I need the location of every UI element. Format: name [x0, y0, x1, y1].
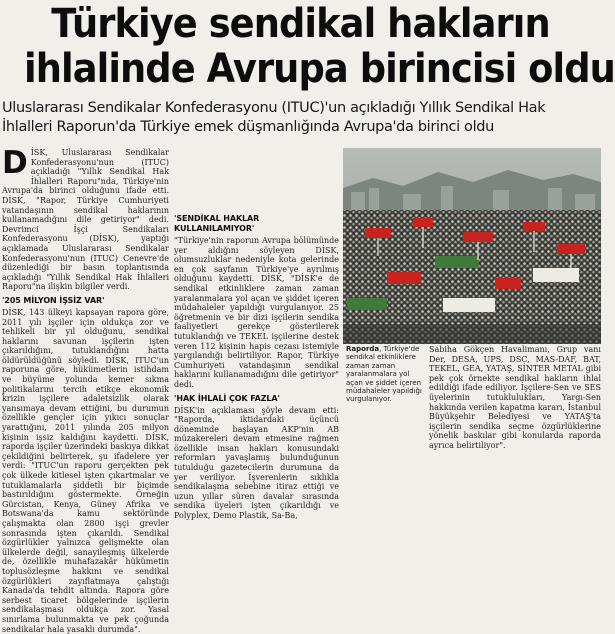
- headline-line-2: ihlalinde Avrupa birincisi oldu: [24, 46, 615, 92]
- dropcap: D: [2, 145, 28, 181]
- headline-line-1: Türkiye sendikal hakların: [51, 1, 550, 47]
- subheadline-line-2: İhlalleri Raporun'da Türkiye emek düşmanlığında Avrupa'da birinci oldu: [2, 119, 494, 135]
- article-column-2: [174, 148, 339, 521]
- photo-caption: [346, 345, 424, 404]
- section-text-violations: DİSK'in açıklaması şöyle devam etti: "Raporda, iktidardaki üçüncü döneminde başlayan AKP'nin AB müzakereleri devam etmesine rağmen özellikle insan hakları konusundaki reformları yavaşlamış bulunduğunun tutulduğu gazetecilerin durumuna da yer veriliyor. İşverenlerin sıklıkla sendikalaşma sebebine itiraz ettiği ve uzun yıllar süren davalar sırasında sendika üyeleri işten çıkarıldığı ve Polyplex, Demo Plastik, Sa-Ba,: [174, 405, 339, 521]
- section-heading-unemployment: '205 MİLYON İŞSİZ VAR': [2, 295, 105, 305]
- article-column-3-text: Sabiha Gökçen Havalimanı, Grup vanı Der, DESA, UPS, DSC, MAS-DAF, BAT, TEKEL, GEA, YATAŞ, SİNTER METAL gibi pek çok örnekte sendikal hakların ihlal edildiği ifade ediliyor. İşçilere-Sen ve SES üyelerinin tutuklulukları, Yargı-Sen hakkında verilen kapatma kararı, İstanbul Büyükşehir Belediyesi ve YATAŞ'ta işçilerin sendika seçme özgürlüklerine yönelik baskılar gibi konularda raporda ayrıca belirtiliyor".: [429, 345, 601, 450]
- section-heading-union-rights: 'SENDİKAL HAKLAR KULLANILAMIYOR': [174, 214, 260, 233]
- photo-caption-text: , Türkiye'de sendikal etkinliklere zaman zaman yaralanmalara yol açan ve şiddet içeren müdahaleler yapıldığı vurgulanıyor.: [346, 345, 422, 404]
- section-text-union-rights: "Türkiye'nin raporun Avrupa bölümünde yer aldığını söyleyen DİSK, olumsuzluklar nedeniyle kota gelerinde en çok sayfanın Türkiye'ye ayrılmış olduğunu kaydetti. DİSK, "DİSK'e de sendikal etkinliklere zaman zaman yaralanmalara yol açan ve şiddet içeren müdahaleler yapıldığı vurgulanıyor. 25 öğretmenin ve bir dizi işçilerin sendika faaliyetleri gerekçe gösterilerek tutuklandığı ve TEKEL işçilerine destek veren 112 kişinin hapis cezası istemiyle yargılandığı belirtiliyor. Rapor, Türkiye Cumhuriyeti vatandaşının sendikal haklarını kullanamadığını dile getiriyor" dedi.: [174, 236, 339, 389]
- section-heading-violations: 'HAK İHLALİ ÇOK FAZLA': [174, 393, 280, 403]
- protest-photo: [343, 148, 601, 344]
- photo-caption-lead: Raporda: [346, 345, 380, 353]
- article-column-1: [2, 145, 169, 634]
- subheadline-line-1: Uluslararası Sendikalar Konfederasyonu (ITUC)'un açıkladığı Yıllık Sendikal Hak: [2, 100, 546, 116]
- protest-crowd-illustration: [343, 148, 601, 344]
- section-text-unemployment: DİSK, 143 ülkeyi kapsayan rapora göre, 2011 yılı işçiler için oldukça zor ve tehlikeli bir yıl olduğunu, sendikal haklarını savunan işçilerin işten çıkarıldığını, tutuklandığını hatta öldürüldüğünü söyledi. DİSK, ITUC'un raporuna göre, hükümetlerin istihdam ve büyüme yolunda kemer sıkma politikalarını tercih etikçe ekonomik krizin işçilere adaletsizlik olarak yansımaya devam ettiğini, bu durumun özellikle gençler için yıkıcı sonuçlar yarattığını, 2011 yılında 205 milyon kişinin işsiz kaldığını kaydetti. DİSK, raporda işçiler üzerindeki baskıya dikkat çekildiğini belirterek, şu ifadelere yer verdi: "ITUC'un raporu gerçekten pek çok ülkede kitlesel işten çıkartmalar ve tutuklamalarla şiddetli bir biçimde bastırıldığını göstermekte. Örneğin Gürcistan, Kenya, Güney Afrika ve Botswana'da kamu sektöründe çalışmakta olan 2800 işçi grevler sonrasında işten çıkarıldı. Sendikal özgürlükler yalnızca gelişmekte olan ülkelerde değil, sanayileşmiş ülkelerde de, özellikle muhafazakâr hükümetin toplusözleşme hakkını ve sendikal özgürlükleri zayıflatmaya çalıştığı Kanada'da tehdit altında. Rapora göre serbest ticaret bölgelerinde işçilerin sendikalaşması oldukça zor. Yasal sınırlama bulunmakta ve pek çoğunda sendikalar hala yasaklı durumda".: [2, 307, 169, 634]
- article-intro: İSK, Uluslararası Sendikalar Konfederasyonu'nun (ITUC) açıkladığı "Yıllık Sendikal Hak İhlalleri Raporu"nda, Türkiye'nin Avrupa'da birinci olduğunu ifade etti. DİSK, "Rapor, Türkiye Cumhuriyeti vatandaşının sendikal haklarının kullanamadığını dile getiriyor" dedi. Devrimci İşçi Sendikaları Konfederasyonu (DİSK), yaptığı açıklamada Uluslararası Sendikalar Konfederasyonu'nun (ITUC) Cenevre'de düzenlediği bir basın toplantısında açıkladığı "Yıllık Sendikal Hak İhlalleri Raporu"na ilişkin bilgiler verdi.: [2, 148, 169, 292]
- article-column-3: [429, 345, 601, 450]
